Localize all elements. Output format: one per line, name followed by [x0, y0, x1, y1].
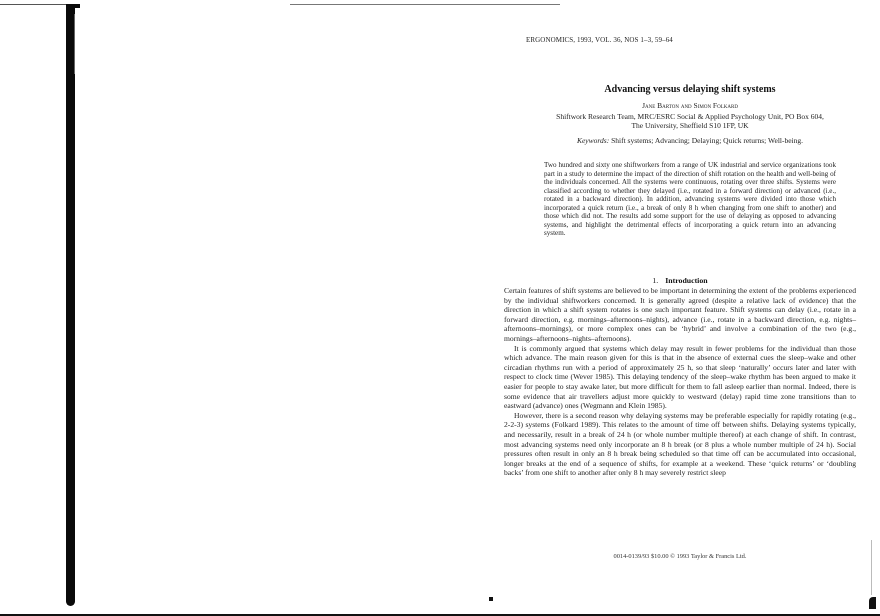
scan-speck: [489, 597, 493, 601]
affiliation-line-2: The University, Sheffield S10 1FP, UK: [631, 121, 749, 130]
body-text: [504, 286, 856, 478]
affiliation: [520, 112, 860, 130]
copyright-footer: 0014-0139/93 $10.00 © 1993 Taylor & Francis Ltd.: [613, 553, 747, 560]
section-number: 1.: [652, 276, 659, 285]
paragraph-1: Certain features of shift systems are believed to be important in determining the extent of the problems experienced by the individual shiftworkers concerned. It is generally agreed (despite a relative lack of evidence) that the direction in which a shift system rotates is one such important feature. Shift systems can delay (i.e., rotate in a forward direction, e.g. mornings–afternoons–nights), advance (i.e., rotate in a backward direction, e.g. nights–afternoons–mornings), or more complex ones can be ‘hybrid’ and involve a combination of the two (e.g., mornings–afternoons–nights–afternoons).: [504, 286, 856, 343]
authors: Jane Barton and Simon Folkard: [642, 101, 738, 110]
paper-title: Advancing versus delaying shift systems: [604, 84, 776, 95]
running-head: ERGONOMICS, 1993, VOL. 36, NOS 1–3, 59–64: [526, 36, 673, 44]
scan-edge-line: [290, 4, 560, 5]
paragraph-3: However, there is a second reason why delaying systems may be preferable especially for rapidly rotating (e.g., 2-2-3) systems (Folkard 1989). This relates to the amount of time off between shifts. Delaying systems typically, and necessarily, result in a break of 24 h (or whole number multiple thereof) at each change of shift. In contrast, most advancing systems need only incorporate an 8 h break (or 8 plus a whole number multiple of 24 h). Social pressures often result in only an 8 h break being scheduled so that time off can be accumulated into occasional, longer breaks at the end of a sequence of shifts, for example at a weekend. These ‘quick returns’ or ‘doubling backs’ from one shift to another after only 8 h may severely restrict sleep: [504, 410, 856, 478]
scan-edge-dots: [871, 540, 872, 595]
abstract: Two hundred and sixty one shiftworkers from a range of UK industrial and service organizations took part in a study to determine the impact of the direction of shift rotation on the health and well-being of the individuals concerned. All the systems were continuous, rotating over three shifts. Systems were classified according to whether they delayed (i.e., rotated in a forward direction) or advanced (i.e., rotated in a backward direction). In addition, advancing systems were divided into those which incorporated a quick return (i.e., a break of only 8 h when changing from one shift to another) and those which did not. The results add some support for the use of delaying as opposed to advancing systems, and highlight the detrimental effects of incorporating a quick return into an advancing system.: [544, 161, 836, 238]
binding-shadow: [66, 6, 75, 606]
keywords-text: Shift systems; Advancing; Delaying; Quick returns; Well-being.: [609, 136, 804, 145]
scan-corner-mark: [869, 597, 876, 609]
section-title: Introduction: [665, 276, 708, 285]
section-heading: [500, 276, 860, 285]
keywords: [520, 136, 860, 145]
keywords-label: Keywords:: [576, 136, 610, 145]
affiliation-line-1: Shiftwork Research Team, MRC/ESRC Social & Applied Psychology Unit, PO Box 604,: [556, 112, 824, 121]
paragraph-2: It is commonly argued that systems which delay may result in fewer problems for the individual than those which advance. The main reason given for this is that in the absence of external cues the sleep–wake and other circadian rhythms run with a period of approximately 25 h, so that sleep ‘naturally’ occurs later and later with respect to clock time (Wever 1985). This delaying tendency of the sleep–wake rhythm has been argued to make it easier for people to stay awake later, but more difficult for them to fall asleep earlier than normal. Indeed, there is some evidence that air travellers adjust more quickly to westward (delay) rapid time zone transitions than to eastward (advance) ones (Wegmann and Klein 1985).: [504, 343, 856, 411]
binding-shadow-line: [74, 14, 75, 74]
